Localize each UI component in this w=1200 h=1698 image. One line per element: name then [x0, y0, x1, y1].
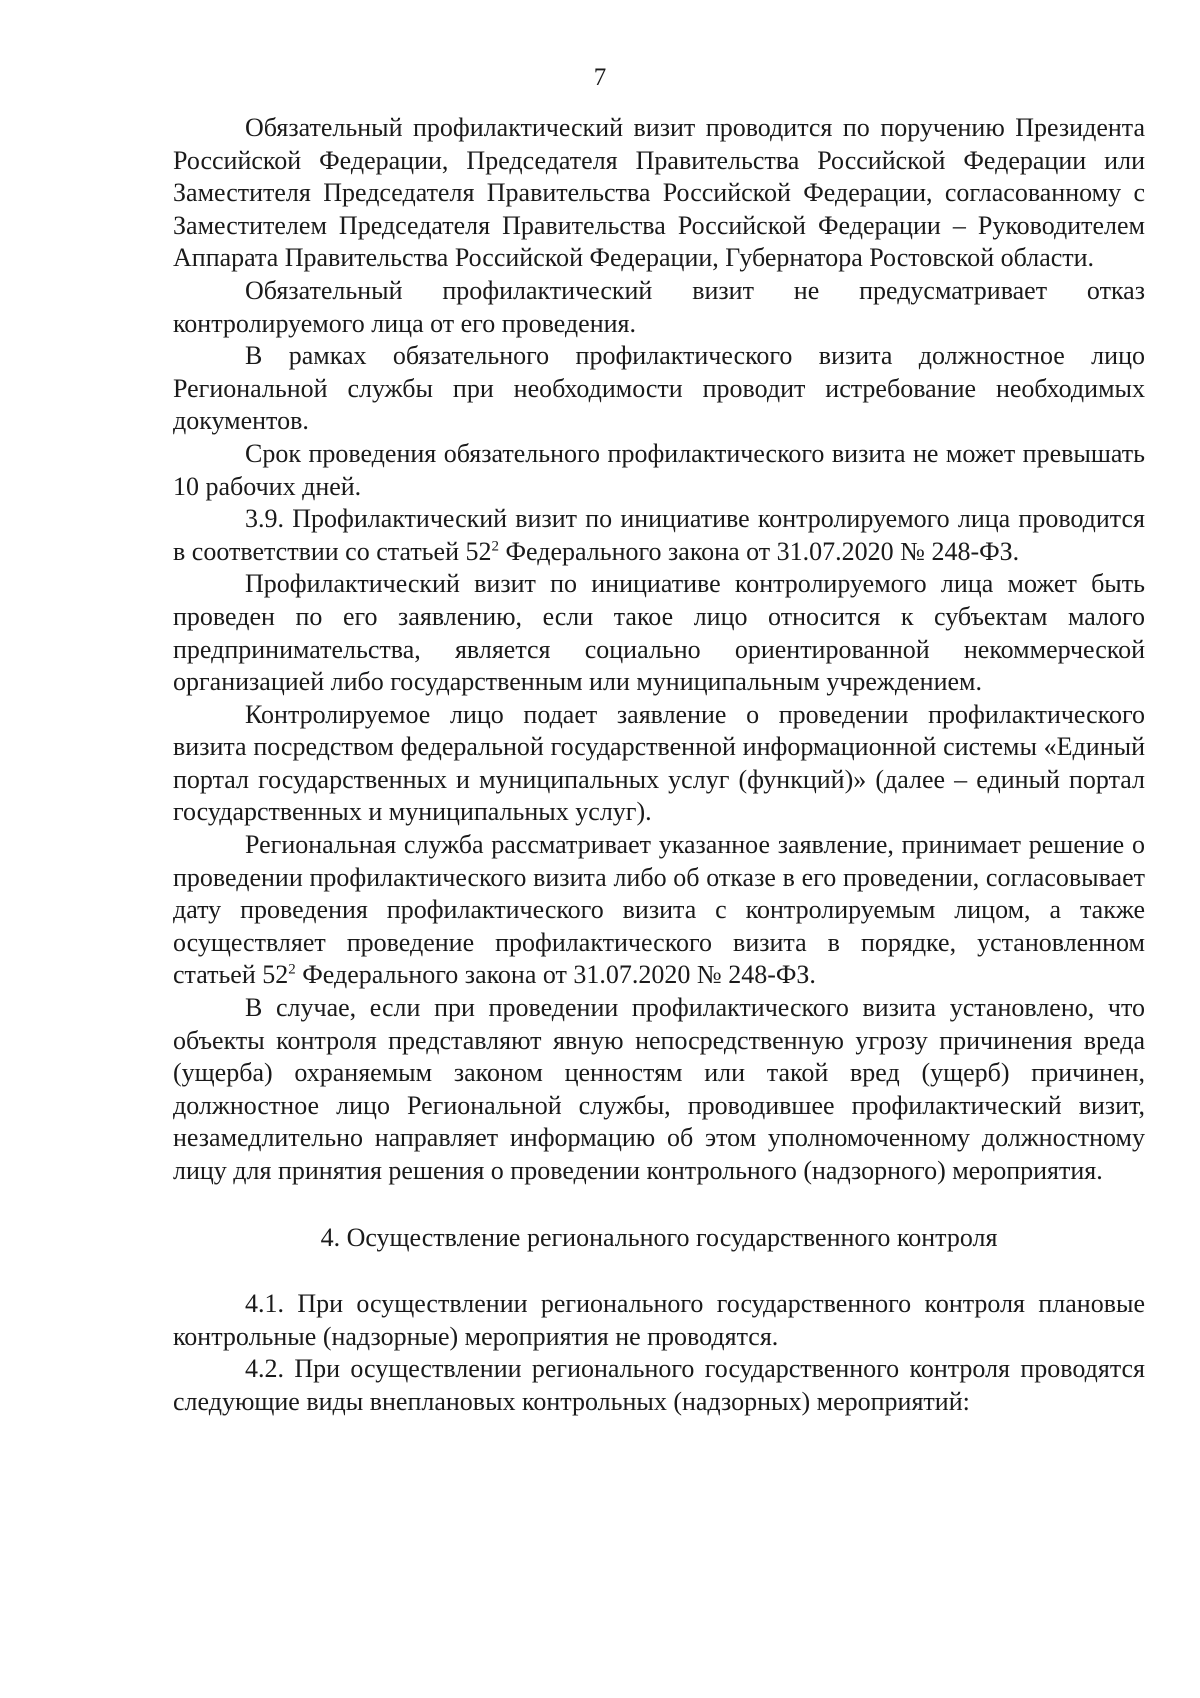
superscript: 2 — [491, 538, 499, 555]
paragraph-4-2: 4.2. При осуществлении регионального государственного контроля проводятся следующие виды внеплановых контрольных (надзорных) мероприятий: — [173, 1354, 1145, 1416]
superscript: 2 — [288, 961, 296, 978]
document-body — [173, 112, 1145, 1419]
paragraph-documents-request: В рамках обязательного профилактического визита должностное лицо Региональной службы при необходимости проводит истребование необходимых документов. — [173, 341, 1145, 436]
paragraph-service-decision-text: Региональная служба рассматривает указанное заявление, принимает решение о проведении профилактического визита либо об отказе в его проведении, согласовывает дату проведения профилактического визита с контролируемым лицом, а также осуществляет проведение профилактического визита в порядке, установленном статьей 52 — [173, 830, 1145, 990]
paragraph-visit-duration: Срок проведения обязательного профилактического визита не может превышать 10 рабочих дней. — [173, 438, 1145, 501]
page-number: 7 — [593, 64, 607, 91]
section-4-heading: 4. Осуществление регионального государственного контроля — [320, 1222, 998, 1252]
paragraph-4-1: 4.1. При осуществлении регионального государственного контроля плановые контрольные (надзорные) мероприятия не проводятся. — [173, 1289, 1145, 1351]
paragraph-3-9-text: 3.9. Профилактический визит по инициативе контролируемого лица проводится в соответствии со статьей 52 — [173, 504, 1145, 566]
paragraph-3-9 — [173, 503, 1145, 568]
paragraph-visit-on-request: Профилактический визит по инициативе контролируемого лица может быть проведен по его заявлению, если такое лицо относится к субъектам малого предпринимательства, является социально ориентированной некоммерческой организацией либо государственным или муниципальным учреждением. — [173, 569, 1145, 697]
paragraph-3-9-text-end: Федерального закона от 31.07.2020 № 248-ФЗ. — [499, 536, 1020, 566]
paragraph-mandatory-visit-order: Обязательный профилактический визит проводится по поручению Президента Российской Федерации, Председателя Правительства Российской Федерации или Заместителя Председателя Правительства Российской Федерации, согласованному с Заместителем Председателя Правительства Российской Федерации – Руководителем Аппарата Правительства Российской Федерации, Губернатора Ростовской области. — [173, 113, 1145, 273]
paragraph-service-decision — [173, 829, 1145, 992]
paragraph-threat-detected: В случае, если при проведении профилактического визита установлено, что объекты контроля представляют явную непосредственную угрозу причинения вреда (ущерба) охраняемым законом ценностям или такой вред (ущерб) причинен, должностное лицо Региональной службы, проводившее профилактический визит, незамедлительно направляет информацию об этом уполномоченному должностному лицу для принятия решения о проведении контрольного (надзорного) мероприятия. — [173, 993, 1145, 1185]
paragraph-application-portal: Контролируемое лицо подает заявление о проведении профилактического визита посредством федеральной государственной информационной системы «Единый портал государственных и муниципальных услуг (функций)» (далее – единый портал государственных и муниципальных услуг). — [173, 699, 1145, 827]
paragraph-no-refusal: Обязательный профилактический визит не предусматривает отказ контролируемого лица от его проведения. — [173, 275, 1145, 338]
paragraph-service-decision-text-end: Федерального закона от 31.07.2020 № 248-ФЗ. — [295, 960, 816, 990]
